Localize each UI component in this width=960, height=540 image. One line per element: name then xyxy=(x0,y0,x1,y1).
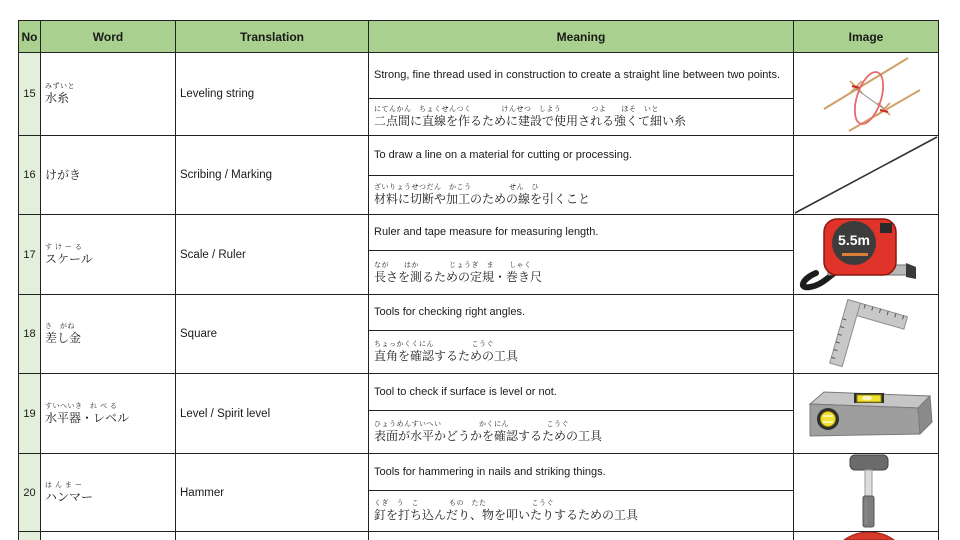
word-cell xyxy=(41,532,176,540)
translation-cell: Square xyxy=(176,295,369,374)
meaning-cell xyxy=(369,374,794,454)
word-cell xyxy=(41,53,176,136)
word-furigana: みずいと xyxy=(45,83,75,90)
translation-cell: Leveling string xyxy=(176,53,369,136)
word-furigana: す け ー る xyxy=(45,243,83,251)
meaning-japanese-text: 表面が水平かどうかを確認するための工具 xyxy=(374,429,603,443)
vocabulary-table xyxy=(18,20,939,540)
tape-measure-label: 5.5m xyxy=(838,232,870,248)
image-cell xyxy=(794,374,939,454)
meaning-english: Tool to check if surface is level or not. xyxy=(369,374,793,411)
meaning-cell xyxy=(369,136,794,215)
header-translation: Translation xyxy=(176,21,369,53)
translation-cell xyxy=(176,532,369,540)
table-row xyxy=(19,454,939,532)
word-cell xyxy=(41,295,176,374)
header-word: Word xyxy=(41,21,176,53)
meaning-japanese-text: 二点間に直線を作るために建設で使用される強くて細い糸 xyxy=(374,114,687,128)
leveling-string-image xyxy=(794,53,938,135)
meaning-furigana: ざいりょうせつだん かこう せん ひ xyxy=(374,184,539,191)
table-row xyxy=(19,295,939,374)
meaning-english: Tools for hammering in nails and striking things. xyxy=(369,454,793,491)
meaning-japanese-text: 長さを測るための定規・巻き尺 xyxy=(374,269,543,284)
image-cell xyxy=(794,136,939,215)
meaning-cell xyxy=(369,532,794,540)
translation-cell: Scribing / Marking xyxy=(176,136,369,215)
row-number: 20 xyxy=(19,454,41,532)
row-number: 15 xyxy=(19,53,41,136)
word-text: けがき xyxy=(45,167,82,182)
meaning-japanese-text: 材料に切断や加工のための線を引くこと xyxy=(374,192,591,206)
meaning-japanese xyxy=(369,411,793,453)
row-number: 18 xyxy=(19,295,41,374)
word-text: 水糸 xyxy=(45,91,70,105)
row-number: 19 xyxy=(19,374,41,454)
diagonal-line-image xyxy=(794,136,938,214)
meaning-furigana: ひょうめんすいへい かくにん こうぐ xyxy=(374,421,569,428)
carpenter-square-image xyxy=(794,295,938,373)
word-furigana: は ん ま ー xyxy=(45,481,83,489)
image-cell xyxy=(794,454,939,532)
word-furigana: すいへいき れ べ る xyxy=(45,402,118,410)
image-cell xyxy=(794,532,939,540)
meaning-japanese-text: 釘を打ち込んだり、物を叩いたりするための工具 xyxy=(374,508,639,522)
translation-cell: Level / Spirit level xyxy=(176,374,369,454)
meaning-japanese xyxy=(369,251,793,294)
red-tool-top-image xyxy=(794,532,938,540)
table-row xyxy=(19,215,939,295)
meaning-furigana: くぎ う こ もの たた こうぐ xyxy=(374,500,554,507)
meaning-english: Ruler and tape measure for measuring length. xyxy=(369,215,793,251)
word-text: ハンマー xyxy=(45,489,94,504)
meaning-furigana: にてんかん ちょくせんつく けんせつ しよう つよ ほそ いと xyxy=(374,106,659,113)
meaning-furigana: ちょっかくくにん こうぐ xyxy=(374,341,494,348)
table-row xyxy=(19,374,939,454)
translation-cell: Scale / Ruler xyxy=(176,215,369,295)
meaning-cell xyxy=(369,295,794,374)
meaning-japanese xyxy=(369,331,793,373)
partial-table-row xyxy=(19,532,939,540)
row-number: 17 xyxy=(19,215,41,295)
table-header-row xyxy=(19,21,939,53)
word-text: 水平器・レベル xyxy=(45,410,130,425)
image-cell xyxy=(794,295,939,374)
word-text: 差し金 xyxy=(45,331,82,345)
spirit-level-image xyxy=(794,374,938,453)
meaning-cell xyxy=(369,454,794,532)
word-cell xyxy=(41,136,176,215)
hammer-image xyxy=(794,454,938,531)
meaning-japanese xyxy=(369,176,793,214)
meaning-cell xyxy=(369,53,794,136)
word-furigana: さ がね xyxy=(45,323,75,330)
meaning-furigana: なが はか じょうぎ ま しゃく xyxy=(374,261,532,269)
word-cell xyxy=(41,215,176,295)
meaning-english: Tools for checking right angles. xyxy=(369,295,793,331)
meaning-japanese xyxy=(369,99,793,135)
meaning-japanese-text: 直角を確認するための工具 xyxy=(374,349,519,363)
meaning-cell xyxy=(369,215,794,295)
word-text: スケール xyxy=(45,251,93,266)
header-image: Image xyxy=(794,21,939,53)
image-cell xyxy=(794,215,939,295)
tape-measure-image xyxy=(794,215,938,294)
meaning-english: Strong, fine thread used in construction to create a straight line between two points. xyxy=(369,53,793,99)
table-row xyxy=(19,53,939,136)
header-meaning: Meaning xyxy=(369,21,794,53)
table-row xyxy=(19,136,939,215)
translation-cell: Hammer xyxy=(176,454,369,532)
meaning-japanese xyxy=(369,491,793,531)
image-cell xyxy=(794,53,939,136)
header-no: No xyxy=(19,21,41,53)
meaning-english: To draw a line on a material for cutting or processing. xyxy=(369,136,793,176)
word-cell xyxy=(41,374,176,454)
word-cell xyxy=(41,454,176,532)
row-number xyxy=(19,532,41,540)
row-number: 16 xyxy=(19,136,41,215)
